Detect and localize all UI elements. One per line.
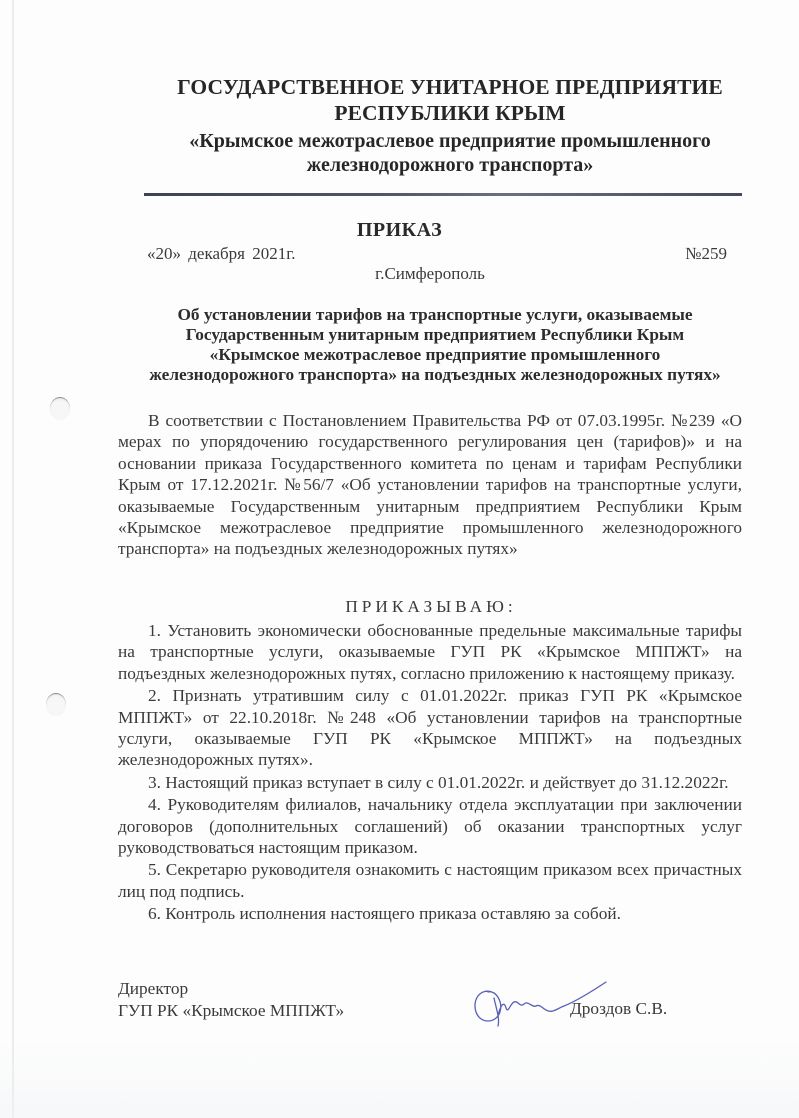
letterhead: [140, 74, 760, 177]
decree-item: 3. Настоящий приказ вступает в силу с 01.01.2022г. и действует до 31.12.2022г.: [148, 772, 729, 792]
signatory-position: Директор: [118, 979, 189, 998]
decree-item: 1. Установить экономически обоснованные предельные максимальные тарифы на транспортные услуги, оказываемые ГУП РК «Крымское МППЖТ» на подъездных железнодорожных путях, согласно приложению к настоящему приказу.: [118, 621, 742, 683]
signatory-organization: ГУП РК «Крымское МППЖТ»: [118, 1000, 345, 1020]
subject-line: «Крымское межотраслевое предприятие промышленного: [209, 345, 661, 364]
subject-line: Государственным унитарным предприятием Республики Крым: [185, 325, 685, 344]
preamble: [118, 410, 742, 560]
punch-hole-top: [50, 397, 70, 420]
subject-line: Об установлении тарифов на транспортные услуги, оказываемые: [177, 305, 693, 324]
order-date: «20» декабря 2021г.: [147, 244, 296, 263]
scan-shadow: [0, 1040, 799, 1118]
org-name-line-2: железнодорожного транспорта»: [306, 154, 594, 176]
preamble-text: В соответствии с Постановлением Правительства РФ от 07.03.1995г. №239 «О мерах по упорядочению государственного регулирования цен (тарифов)» и на основании приказа Государственного комитета по ценам и тарифам Республики Крым от 17.12.2021г. №56/7 «Об установлении тарифов на транспортные услуги, оказываемые Государственным унитарным предприятием Республики Крым «Крымское межотраслевое предприятие промышленного железнодорожного транспорта» на подъездных железнодорожных путях»: [118, 411, 742, 559]
punch-hole-bottom: [46, 693, 66, 716]
decree-item: 5. Секретарю руководителя ознакомить с настоящим приказом всех причастных лиц под подпись.: [118, 860, 742, 901]
decree-item: 2. Признать утратившим силу с 01.01.2022г. приказ ГУП РК «Крымское МППЖТ» от 22.10.2018г. №248 «Об установлении тарифов на транспортные услуги, оказываемые ГУП РК «Крымское МППЖТ» на подъездных железнодорожных путях».: [118, 686, 742, 770]
org-type-line-2: РЕСПУБЛИКИ КРЫМ: [334, 101, 566, 125]
decree-items: [118, 620, 742, 925]
order-subject: [110, 305, 760, 385]
org-type-line-1: ГОСУДАРСТВЕННОЕ УНИТАРНОЕ ПРЕДПРИЯТИЕ: [177, 75, 723, 99]
order-city: г.Симферополь: [375, 264, 485, 283]
decree-item: 6. Контроль исполнения настоящего приказа оставляю за собой.: [148, 904, 621, 924]
decree-heading: ПРИКАЗЫВАЮ:: [345, 597, 517, 616]
org-name-line-1: «Крымское межотраслевое предприятие промышленного: [189, 130, 711, 152]
order-title: ПРИКАЗ: [356, 219, 443, 241]
letterhead-divider: [144, 193, 742, 196]
signatory-block: [118, 978, 344, 1021]
order-number: №259: [685, 244, 727, 263]
subject-line: железнодорожного транспорта» на подъездных железнодорожных путях»: [149, 365, 721, 384]
scan-edge: [12, 0, 14, 1118]
signatory-name: Дроздов С.В.: [570, 999, 668, 1018]
decree-item: 4. Руководителям филиалов, начальнику отдела эксплуатации при заключении договоров (дополнительных соглашений) об оказании транспортных услуг руководствоваться настоящим приказом.: [118, 795, 742, 858]
